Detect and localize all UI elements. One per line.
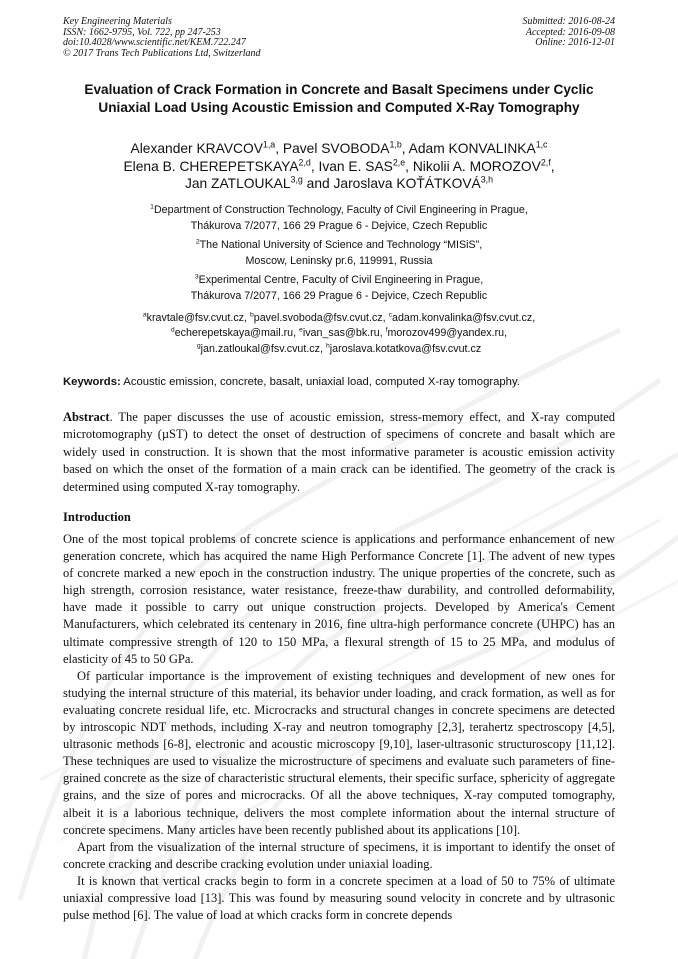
- author-list: Alexander KRAVCOV$^{1,a}$, Pavel SVOBODA$^{1,b}$, Adam KONVALINKA$^{1,c}$ Elena B. CHEREPETSKAYA$^{2,d}$, Ivan E. SAS$^{2,e}$, Nikolii A. MOROZOV$^{2,f}$, Jan ZATLOUKAL$^{3,g}$ and Jaroslava KOŤÁTKOVÁ$^{3,h}$: [123, 139, 555, 192]
- abstract-label: Abstract: [63, 410, 110, 424]
- email-link[interactable]: pavel.svoboda@fsv.cvut.cz: [253, 312, 383, 324]
- journal-name: Key Engineering Materials: [63, 16, 172, 27]
- author-superscript: 2,f: [540, 157, 551, 167]
- author-emails: $^a$kravtale@fsv.cvut.cz, $^b$pavel.svoboda@fsv.cvut.cz, $^c$adam.konvalinka@fsv.cvut.cz, $^d$echerepetskaya@mail.ru, $^e$ivan_sas@bk.ru, $^f$morozov499@yandex.ru, $^g$jan.zatloukal@fsv.cvut.cz, $^h$jaroslava.kotatkova@fsv.cvut.cz: [142, 311, 536, 355]
- author-superscript: 3,g: [290, 174, 303, 185]
- affiliation-1: $^1$Department of Construction Technology, Faculty of Civil Engineering in Prague, Thákurova 7/2077, 166 29 Prague 6 - Dejvice, Czech Republic: [150, 203, 528, 232]
- paragraph: It is known that vertical cracks begin to form in a concrete specimen at a load of 50 to 75% of ultimate uniaxial compressive load [13]. This was found by measuring sound velocity in concrete and by ultrasonic pulse method [6]. The value of load at which cracks form in concrete depends: [63, 873, 615, 923]
- email-link[interactable]: jaroslava.kotatkova@fsv.cvut.cz: [329, 342, 482, 355]
- author-superscript: 2,e: [392, 157, 406, 167]
- email-link[interactable]: morozov499@yandex.ru: [387, 327, 505, 340]
- keywords: [63, 375, 615, 389]
- publication-dates: [523, 17, 616, 49]
- copyright-line: © 2017 Trans Tech Publications Ltd, Switzerland: [63, 47, 261, 59]
- submitted-date: Submitted: 2016-08-24: [522, 16, 615, 27]
- email-link[interactable]: ivan_sas@bk.ru: [302, 327, 380, 340]
- doi-line: doi:10.4028/www.scientific.net/KEM.722.247: [63, 37, 246, 49]
- author-superscript: 1,a: [262, 139, 276, 150]
- author-name: Ivan E. SAS: [318, 158, 393, 174]
- affiliation-2: $^2$The National University of Science and Technology “MISiS”, Moscow, Leninsky pr.6, 119991, Russia: [195, 238, 483, 267]
- abstract: [63, 409, 615, 496]
- email-link[interactable]: jan.zatloukal@fsv.cvut.cz: [200, 342, 320, 355]
- accepted-date: Accepted: 2016-09-08: [525, 26, 615, 38]
- author-name: Jan ZATLOUKAL: [184, 176, 291, 192]
- section-heading-introduction: Introduction: [63, 510, 131, 524]
- keywords-text: Acoustic emission, concrete, basalt, uniaxial load, computed X-ray tomography.: [120, 376, 520, 388]
- author-name: Elena B. CHEREPETSKAYA: [123, 158, 299, 174]
- introduction-body: [63, 531, 615, 924]
- paragraph: Apart from the visualization of the internal structure of specimens, it is important to identify the onset of concrete cracking and describe cracking evolution under uniaxial loading.: [63, 839, 615, 871]
- author-superscript: 1,c: [535, 139, 548, 150]
- author-superscript: 2,d: [298, 157, 311, 167]
- keywords-label: Keywords:: [63, 376, 121, 388]
- online-date: Online: 2016-12-01: [535, 37, 615, 49]
- author-superscript: 1,b: [389, 139, 402, 150]
- email-link[interactable]: adam.konvalinka@fsv.cvut.cz: [392, 312, 533, 324]
- author-name: Nikolii A. MOROZOV: [412, 158, 541, 174]
- author-name: Alexander KRAVCOV: [130, 141, 263, 156]
- author-superscript: 3,h: [480, 174, 494, 185]
- abstract-text: . The paper discusses the use of acoustic emission, stress-memory effect, and X-ray computed microtomography (µST) to detect the onset of destruction of specimens of concrete and basalt which are widely used in construction. It is shown that the most informative parameter is acoustic emission activity based on which the onset of the formation of a main crack can be identified. The geometry of the crack is determined using computed X-ray tomography.: [63, 410, 615, 494]
- journal-info: [63, 17, 261, 59]
- email-link[interactable]: echerepetskaya@mail.ru: [174, 327, 294, 340]
- email-link[interactable]: kravtale@fsv.cvut.cz: [146, 312, 245, 324]
- paragraph: Of particular importance is the improvement of existing techniques and development of new ones for studying the internal structure of this material, its behavior under loading, and crack formation, as well as for evaluating concrete residual life, etc. Microcracks and structural changes in concrete specimens are detected by introscopic NDT methods, including X-ray and neutron tomography [2,3], terahertz spectroscopy [4,5], ultrasonic methods [6-8], electronic and acoustic microscopy [9,10], laser-ultrasonic structuroscopy [11,12]. These techniques are used to visualize the microstructure of specimens and evaluate such parameters of fine-grained concrete as the size of characteristic structural elements, their specific surface, sphericity of aggregate grains, and the size of pores and microcracks. Of all the above techniques, X-ray computed tomography, albeit it is a laborious technique, delivers the most complete information about the internal structure of concrete specimens. Many articles have been recently published about its applications [10].: [63, 668, 615, 837]
- paper-title: Evaluation of Crack Formation in Concrete and Basalt Specimens under Cyclic Uniaxial Load Using Acoustic Emission and Computed X-Ray Tomography: [84, 82, 594, 116]
- author-name: Adam KONVALINKA: [408, 141, 536, 156]
- author-name: Pavel SVOBODA: [282, 141, 390, 156]
- issn-line: ISSN: 1662-9795, Vol. 722, pp 247-253: [63, 26, 221, 38]
- author-name: Jaroslava KOŤÁTKOVÁ: [333, 176, 481, 192]
- paragraph: One of the most topical problems of concrete science is applications and performance enhancement of new generation concrete, which has acquired the name High Performance Concrete [1]. The advent of new types of concrete marked a new epoch in the construction industry. The unique properties of the concrete, such as high strength, corrosion resistance, water resistance, freeze-thaw durability, and controlled deformability, have made it possible to carry out unique construction projects. Developed by America's Cement Manufacturers, which celebrated its centenary in 2016, fine ultra-high performance concrete (UHPC) has an ultimate compressive strength of 120 to 150 MPa, a flexural strength of 15 to 25 MPa, and modulus of elasticity of 45 to 50 GPa.: [63, 532, 615, 666]
- affiliation-3: $^3$Experimental Centre, Faculty of Civil Engineering in Prague, Thákurova 7/2077, 166 29 Prague 6 - Dejvice, Czech Republic: [190, 273, 488, 302]
